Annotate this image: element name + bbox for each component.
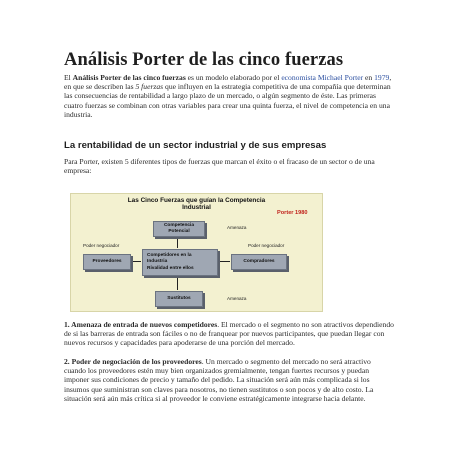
five-forces-diagram [70,193,323,312]
intro-text-1: El [64,73,73,82]
box-bottom-label: Sustitutos [167,296,191,302]
label-amenaza-bottom: Amenaza [227,296,247,301]
arrow-top-to-center [177,236,178,248]
link-michael-porter[interactable]: Michael Porter [317,73,364,82]
force-2-heading: 2. Poder de negociación de los proveedores [64,357,202,366]
section-heading: La rentabilidad de un sector industrial y de sus empresas [64,140,327,151]
force-1-heading: 1. Amenaza de entrada de nuevos competidores [64,320,218,329]
force-1-paragraph [64,320,394,348]
arrow-right-to-center [219,261,230,262]
intro-text-4: en [363,73,375,82]
label-poder-negociador-left: Poder negociador [83,243,120,248]
intro-bold-term: Análisis Porter de las cinco fuerzas [72,73,186,82]
box-competencia-potencial [153,221,205,237]
porter-year-label: Porter 1980 [277,210,308,216]
intro-italic-term: 5 fuerzas [135,82,164,92]
box-center-line3: Rivalidad entre ellos [147,266,194,272]
box-center-line1: Competidores en la [147,253,192,259]
diagram-title [71,197,322,211]
intro-text-5: , en que se describen las [64,73,392,92]
link-1979[interactable]: 1979 [374,73,390,82]
section-intro-paragraph: Para Porter, existen 5 diferentes tipos de fuerzas que marcan el éxito o el fracaso de un sector o de una empresa: [64,157,375,176]
force-2-paragraph [64,357,394,403]
box-center-line2: Industria [147,258,168,264]
box-top-line2: Potencial [168,229,190,234]
box-proveedores [83,254,131,270]
force-1-text: . El mercado o el segmento no son atractivos dependiendo de si las barreras de entrada son fáciles o no de franquear por nuevos participantes, que puedan llegar con nuevos recursos y capacidades para apoderarse de una porción del mercado. [64,320,394,348]
box-right-label: Compradores [243,259,275,265]
force-2-text: . Un mercado o segmento del mercado no será atractivo cuando los proveedores estén muy bien organizados gremialmente, tengan fuertes recursos y puedan imponer sus condiciones de precio y tamaño del pedido. La situación será aún más complicada si los insumos que suministran son claves para nosotros, no tienen sustitutos o son pocos y de alto costo. La situación será aún más crítica si al proveedor le conviene estratégicamente integrarse hacia delante. [64,357,374,403]
intro-text-2: es un modelo elaborado por el [185,73,282,82]
arrow-left-to-center [131,261,141,262]
box-sustitutos [155,291,203,307]
label-amenaza-top: Amenaza [227,225,247,230]
diagram-title-line2: Industrial [182,204,211,211]
box-left-label: Proveedores [92,259,122,265]
link-economista[interactable]: economista [281,73,316,82]
box-competidores-industria [142,249,218,276]
intro-paragraph [64,73,394,119]
arrow-bottom-to-center [177,278,178,290]
box-compradores [231,254,287,270]
box-top-line1: Competencia [163,223,195,229]
label-poder-negociador-right: Poder negociador [248,243,285,248]
page-title: Análisis Porter de las cinco fuerzas [64,50,344,70]
intro-text-6: que influyen en la estrategia competitiva de una compañía que determinan las consecuencias de rentabilidad a largo plazo de un mercado, o algún segmento de éste. Las primeras cuatro fuerzas se combinan con otras variables para crear una quinta fuerza, el nivel de competencia en una industria. [64,82,391,119]
diagram-title-line1: Las Cinco Fuerzas que guían la Competencia [127,197,266,204]
